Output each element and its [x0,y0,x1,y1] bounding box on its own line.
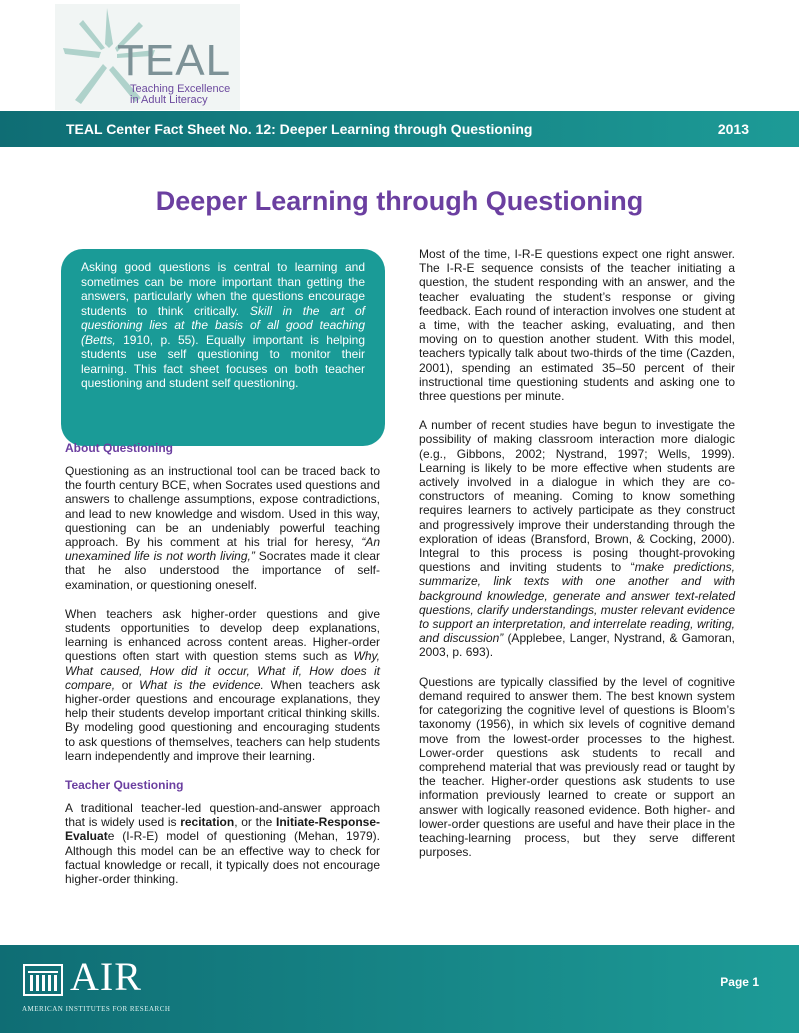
about-paragraph-2 [65,607,380,763]
question-stems: Why, What caused, How did it occur, What if, How does it compare, [65,649,380,692]
teacher-p1-text-c: , or the [234,815,276,830]
page-title: Deeper Learning through Questioning [155,186,644,216]
right-paragraph-1: Most of the time, I-R-E questions expect one right answer. The I-R-E sequence consists of the teacher initiating a question, the student responding with an answer, and the teacher evaluating the student’s response or giving feedback. Each round of interaction involves one student at a time, with the teacher asking, evaluating, and then moving on to question another student. With this model, teachers typically talk about two-thirds of the time (Cazden, 2001), spending an estimated 35–50 percent of their instructional time questioning students and asking one to three questions per minute. [419,247,735,404]
section-heading-teacher: Teacher Questioning [65,778,184,793]
building-icon [22,963,64,997]
term-ire: Initiate-Response-Evaluat [65,815,381,844]
about-p2-text-a: When teachers ask higher-order questions and give students opportunities to develop deep explanations, learning is enhanced across content areas. Higher-order questions often start with question stems such as [65,606,380,664]
header-band [0,111,799,147]
fact-sheet-year: 2013 [717,121,749,137]
footer-band [0,945,799,1033]
applebee-quote: make predictions, summarize, link texts with one another and with background knowledge, generate and answer text-related questions, clarify understandings, muster relevant evidence to support an interpretation, and interrelate reading, writing, and discussion” [419,560,736,646]
callout-text [81,260,365,391]
right-paragraph-3: Questions are typically classified by the level of cognitive demand required to answer them. The best known system for categorizing the cognitive level of questions is Bloom’s taxonomy (1956), in which six levels of cognitive demand move from the lowest-order processes to the highest. Lower-order questions ask students to recall and comprehend material that was previously read or taught by the teacher. Higher-order questions ask students to use information previously learned to create or support an answer with logically reasoned evidence. Both higher- and lower-order questions are useful and have their place in the teaching-learning process, but they serve different purposes. [419,674,735,860]
about-p2-text-e: When teachers ask higher-order questions and encourage explanations, they help their students develop important critical thinking skills. By modeling good questioning and encouraging students to ask questions of themselves, teachers can help students learn independently and improve their learning. [65,677,380,763]
teacher-p1-text-a: A traditional teacher-led question-and-answer approach that is widely used is [65,801,380,830]
question-stem-evidence: What is the evidence. [139,677,264,692]
section-heading-about: About Questioning [65,441,173,455]
air-subtitle: AMERICAN INSTITUTES FOR RESEARCH [22,1005,171,1013]
page-number: Page 1 [720,975,759,989]
callout-text-1: Asking good questions is central to learning and sometimes can be more important than getting the answers, particularly when the questions encourage students to think critically. [81,260,365,318]
right-p2-text-c: (Applebee, Langer, Nystrand, & Gamoran, 2003, p. 693). [419,631,735,660]
left-column [65,441,380,901]
right-column [419,247,735,874]
logo-tagline-line-1: Teaching Excellence [130,83,231,95]
about-p1-text-c: Socrates made it clear that he also understood the importance of self-examination, or questioning oneself. [65,549,380,592]
about-p1-text-a: Questioning as an instructional tool can be traced back to the fourth century BCE, when Socrates used questions and answers to challenge assumptions, expose contradictions, and lead to new knowledge and wisdom. Used in this way, questioning can be an undeniably powerful teaching approach. By his comment at his trial for heresy, [65,464,380,550]
logo-wordmark: TEAL [117,36,232,85]
callout-text-3: 1910, p. 55). Equally important is helping students use self questioning to monitor their learning. This fact sheet focuses on both teacher questioning and student self questioning. [81,332,365,390]
logo-tagline [130,84,230,106]
socrates-quote: “An unexamined life is not worth living,” [65,535,380,564]
about-paragraph-1 [65,464,380,592]
right-p2-text-a: A number of recent studies have begun to investigate the possibility of making classroom interaction more dialogic (e.g., Gibbons, 2002; Nystrand, 1997; Wells, 1999). Learning is likely to be more effective when students are actively involved in a dialogue in which they are co-constructors of meaning. Coming to know something requires learners to actively participate as they construct and progressively improve their understanding through the exploration of ideas (Bransford, Brown, & Cocking, 2000). Integral to this process is posing thought-provoking questions and inviting students to “ [419,418,735,575]
right-paragraph-2 [419,418,735,659]
logo-tagline-line-2: in Adult Literacy [130,94,208,106]
teacher-p1-text-e: e (I-R-E) model of questioning (Mehan, 1979). Although this model can be an effective way to check for factual knowledge or recall, it typically does not encourage higher-order thinking. [65,829,380,887]
callout-quote: Skill in the art of questioning lies at the basis of all good teaching (Betts, [81,303,366,347]
teal-logo [55,4,240,110]
about-p2-text-c: or [115,677,140,692]
teacher-paragraph-1 [65,801,380,886]
fact-sheet-title: TEAL Center Fact Sheet No. 12: Deeper Learning through Questioning [66,121,533,137]
air-wordmark: AIR [70,954,142,999]
term-recitation: recitation [180,815,235,830]
